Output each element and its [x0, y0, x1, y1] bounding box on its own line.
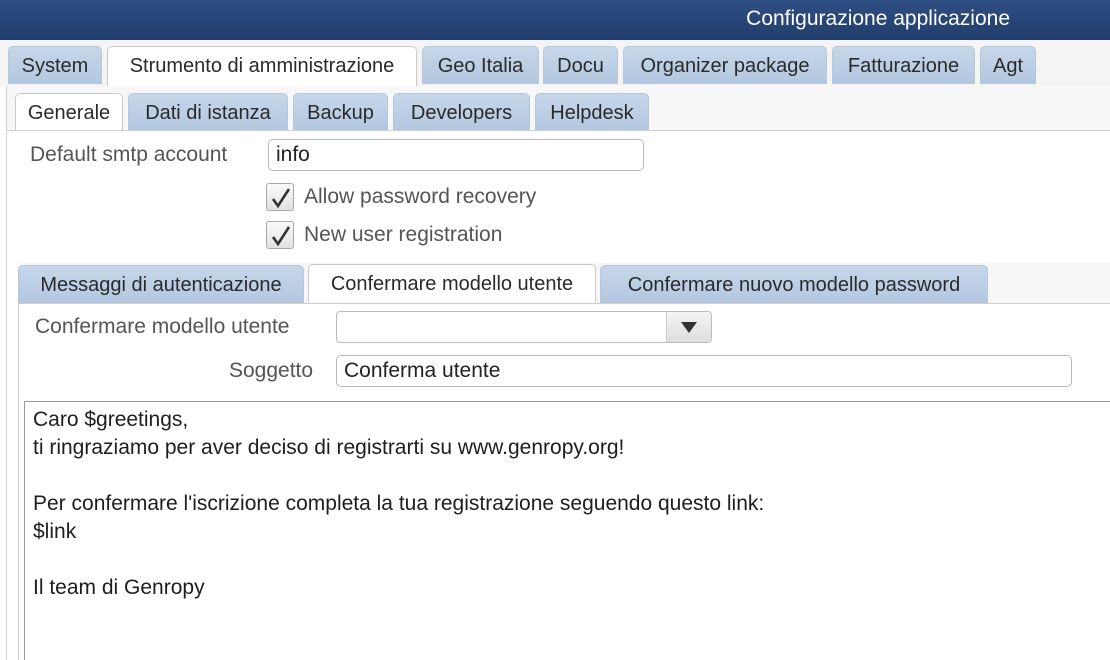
tab-agt[interactable]: Agt — [980, 46, 1036, 84]
checkmark-icon — [271, 225, 291, 247]
template-label: Confermare modello utente — [35, 315, 290, 338]
body-line: Caro $greetings, — [33, 408, 189, 431]
tab-geo-italia[interactable]: Geo Italia — [422, 46, 539, 84]
smtp-account-input[interactable]: info — [268, 139, 644, 171]
new-user-registration-label: New user registration — [304, 223, 503, 246]
subject-input[interactable]: Conferma utente — [336, 355, 1072, 387]
tab-fatturazione[interactable]: Fatturazione — [832, 46, 975, 84]
dropdown-button[interactable] — [666, 312, 711, 342]
allow-password-recovery-label: Allow password recovery — [304, 185, 537, 208]
auth-messages-tab-bar — [18, 263, 1110, 303]
tab-docu[interactable]: Docu — [543, 46, 618, 84]
title-bar — [0, 0, 1110, 40]
window-title: Configurazione applicazione — [746, 7, 1010, 30]
tab-developers[interactable]: Developers — [393, 93, 530, 131]
tab-messaggi-di-autenticazione[interactable]: Messaggi di autenticazione — [18, 265, 304, 303]
tab-helpdesk[interactable]: Helpdesk — [535, 93, 649, 131]
tab-system[interactable]: System — [8, 46, 102, 84]
tab-backup[interactable]: Backup — [293, 93, 388, 131]
tab-confermare-modello-utente[interactable]: Confermare modello utente — [308, 264, 596, 302]
template-select[interactable] — [336, 311, 712, 343]
body-line: ti ringraziamo per aver deciso di registrarti su www.genropy.org! — [33, 436, 625, 459]
tab-generale[interactable]: Generale — [15, 93, 123, 131]
tab-confermare-nuovo-modello-password[interactable]: Confermare nuovo modello password — [600, 265, 988, 303]
tab-organizer-package[interactable]: Organizer package — [623, 46, 827, 84]
message-body-textarea[interactable] — [24, 401, 1110, 660]
smtp-account-label: Default smtp account — [30, 143, 228, 166]
body-line: Il team di Genropy — [33, 576, 205, 599]
allow-password-recovery-checkbox[interactable] — [266, 183, 294, 211]
chevron-down-icon — [667, 312, 711, 342]
body-line — [33, 546, 1102, 574]
new-user-registration-checkbox[interactable] — [266, 221, 294, 249]
tab-dati-di-istanza[interactable]: Dati di istanza — [128, 93, 288, 131]
body-line: $link — [33, 520, 77, 543]
main-tab-bar — [0, 40, 1110, 86]
body-line: Per confermare l'iscrizione completa la tua registrazione seguendo questo link: — [33, 492, 765, 515]
tab-strumento-di-amministrazione[interactable]: Strumento di amministrazione — [107, 46, 417, 86]
body-line — [33, 462, 1102, 490]
admin-tab-bar — [6, 86, 1110, 130]
subject-label: Soggetto — [229, 359, 314, 382]
checkmark-icon — [271, 187, 291, 209]
